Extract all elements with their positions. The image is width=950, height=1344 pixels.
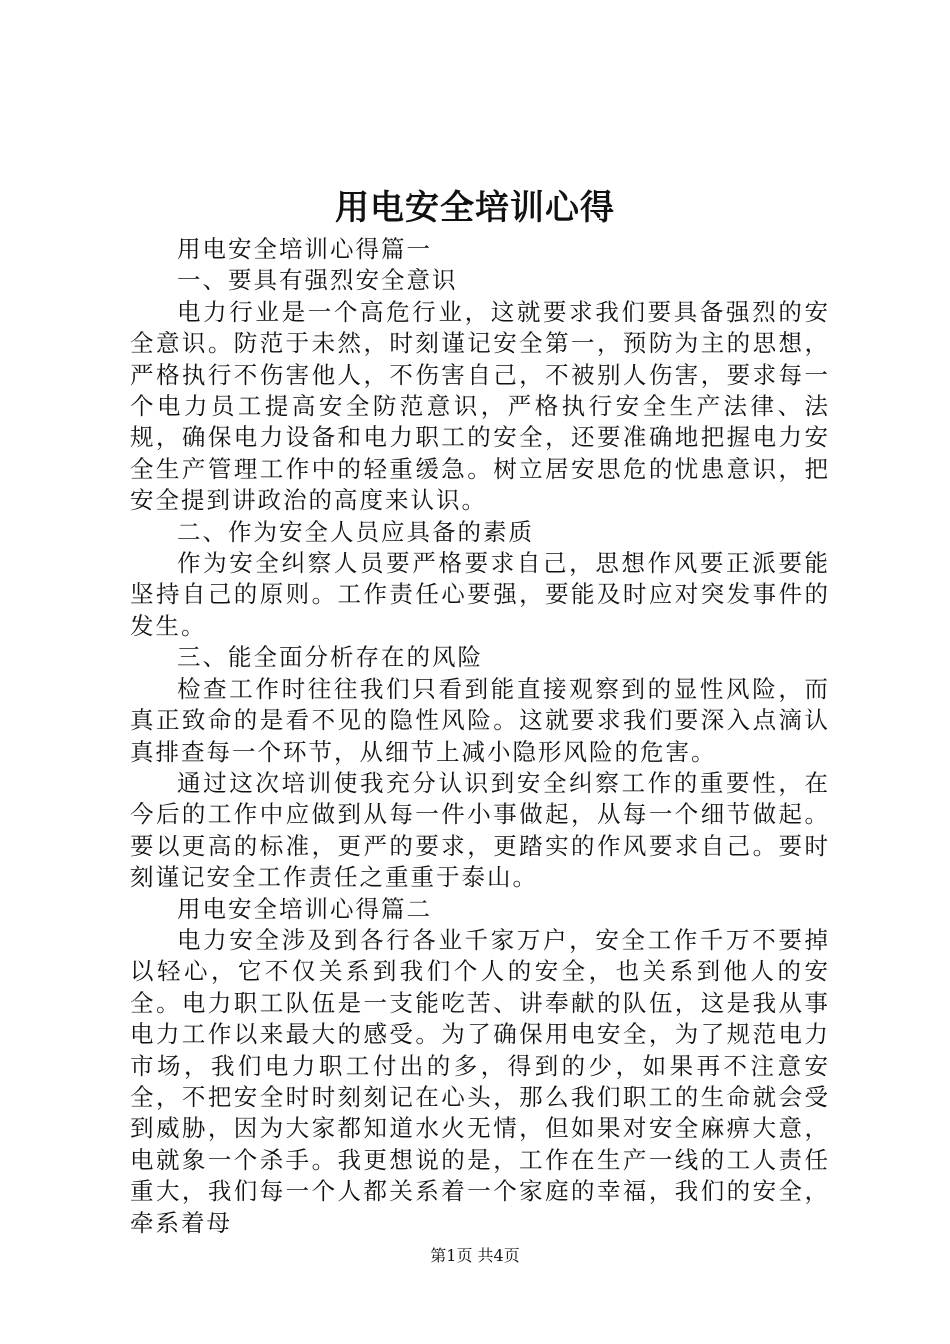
body-paragraph: 电力行业是一个高危行业，这就要求我们要具备强烈的安全意识。防范于未然，时刻谨记安全第一，预防为主的思想，严格执行不伤害他人，不伤害自己，不被别人伤害，要求每一个电力员工提高安全防范意识，严格执行安全生产法律、法规，确保电力设备和电力职工的安全，还要准确地把握电力安全生产管理工作中的轻重缓急。树立居安思危的忧患意识，把安全提到讲政治的高度来认识。: [130, 297, 830, 515]
body-paragraph: 检查工作时往往我们只看到能直接观察到的显性风险，而真正致命的是看不见的隐性风险。这就要求我们要深入点滴认真排查每一个环节，从细节上减小隐形风险的危害。: [130, 674, 830, 766]
subheading-safety-awareness: 一、要具有强烈安全意识: [177, 266, 458, 295]
page-number-footer: 第1页 共4页: [430, 1246, 520, 1265]
document-body: [130, 234, 830, 1239]
subheading-personnel-qualities: 二、作为安全人员应具备的素质: [177, 517, 534, 546]
body-paragraph: 电力安全涉及到各行各业千家万户，安全工作千万不要掉以轻心，它不仅关系到我们个人的安全，也关系到他人的安全。电力职工队伍是一支能吃苦、讲奉献的队伍，这是我从事电力工作以来最大的感受。为了确保用电安全，为了规范电力市场，我们电力职工付出的多，得到的少，如果再不注意安全，不把安全时时刻刻记在心头，那么我们职工的生命就会受到威胁，因为大家都知道水火无情，但如果对安全麻痹大意，电就象一个杀手。我更想说的是，工作在生产一线的工人责任重大，我们每一个人都关系着一个家庭的幸福，我们的安全，牵系着母: [130, 925, 830, 1237]
body-paragraph: 通过这次培训使我充分认识到安全纠察工作的重要性，在今后的工作中应做到从每一件小事做起，从每一个细节做起。要以更高的标准，更严的要求，更踏实的作风要求自己。要时刻谨记安全工作责任之重重于泰山。: [130, 768, 830, 892]
body-paragraph: 作为安全纠察人员要严格要求自己，思想作风要正派要能坚持自己的原则。工作责任心要强，要能及时应对突发事件的发生。: [130, 549, 830, 640]
section-heading-part-one: 用电安全培训心得篇一: [177, 235, 432, 263]
section-heading-part-two: 用电安全培训心得篇二: [177, 894, 432, 923]
document-title: 用电安全培训心得: [335, 188, 615, 228]
subheading-risk-analysis: 三、能全面分析存在的风险: [177, 643, 483, 672]
